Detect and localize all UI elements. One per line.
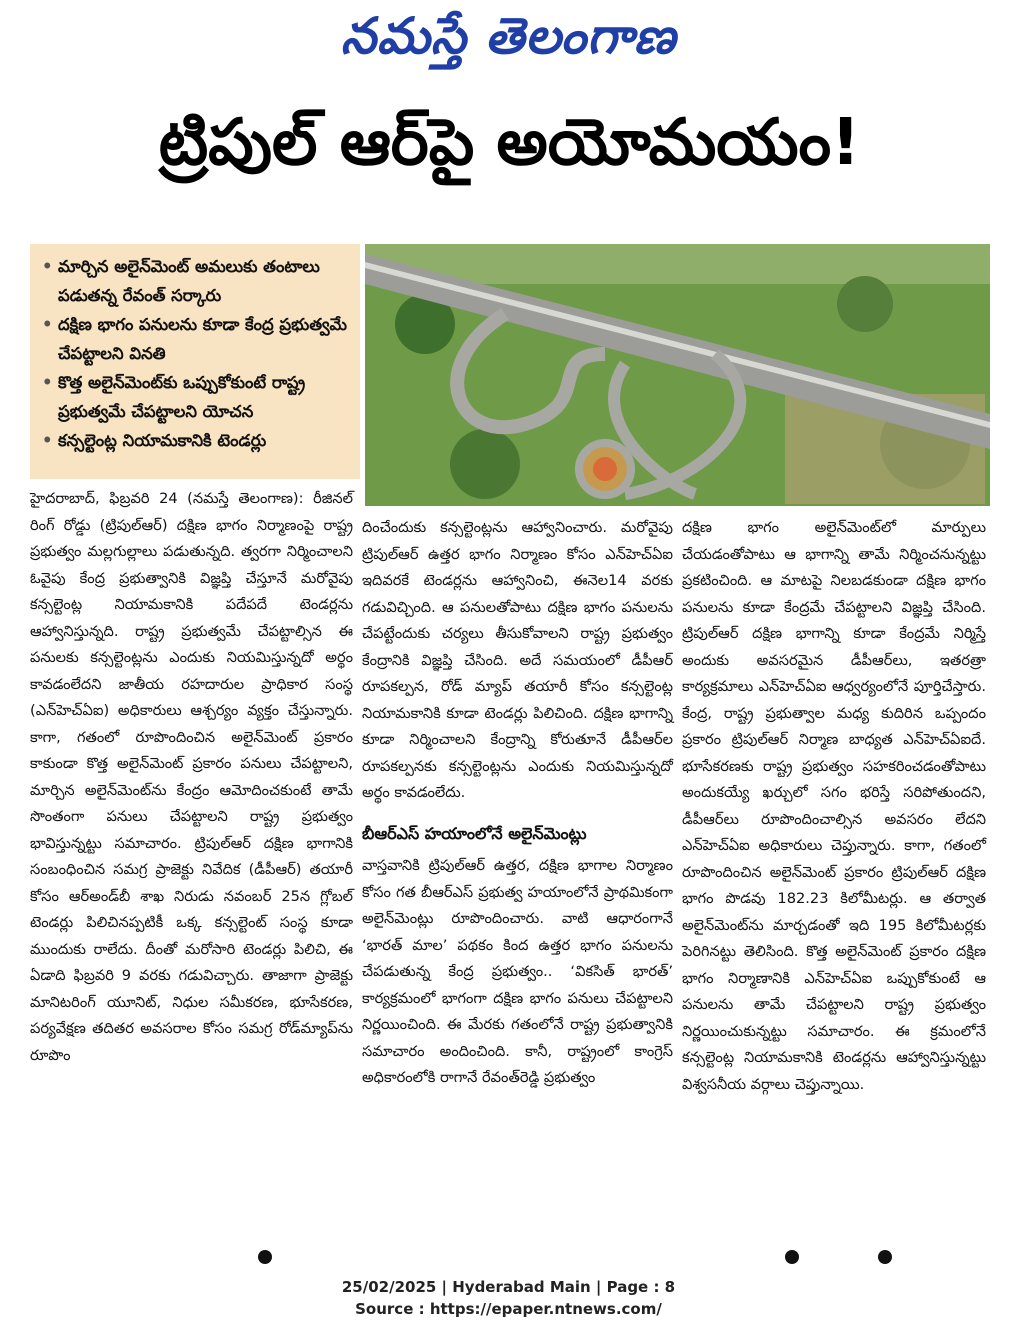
highway-interchange-icon: [365, 244, 990, 506]
bullet-dot-icon: [258, 1250, 272, 1264]
sub-heading: బీఆర్‌ఎస్ హయాంలోనే అలైన్‌మెంట్లు: [362, 823, 587, 843]
bullet-dot-icon: [785, 1250, 799, 1264]
article-column-3: [682, 515, 986, 1098]
footer-source: Source : https://epaper.ntnews.com/: [355, 1300, 662, 1318]
footer-date-page: 25/02/2025 | Hyderabad Main | Page : 8: [341, 1278, 676, 1296]
article-paragraph: దించేందుకు కన్సల్టెంట్లను ఆహ్వానించారు. మరోవైపు ట్రిపుల్‌ఆర్ ఉత్తర భాగం నిర్మాణం కోసం ఎన్‌హెచ్‌ఏఐ ఇదివరకే టెండర్లను ఆహ్వానించి, ఈనెల14 వరకు గడువిచ్చింది. ఆ పనులతోపాటు దక్షిణ భాగం పనులను చేపట్టేందుకు చర్యలు తీసుకోవాలని రాష్ట్ర ప్రభుత్వం కేంద్రానికి విజ్ఞప్తి చేసింది. అదే సమయంలో డీపీఆర్ రూపకల్పన, రోడ్ మ్యాప్ తయారీ కోసం కన్సల్టెంట్ల నియామకానికి కూడా టెండర్లు పిలిచింది. దక్షిణ భాగాన్ని కూడా నిర్మించాలని కేంద్రాన్ని కోరుతూనే డీపీఆర్‌ల రూపకల్పనకు కన్సల్టెంట్లను ఎందుకు నియమిస్తున్నదో అర్థం కావడంలేదు.: [362, 519, 673, 801]
bullet-dot-icon: [878, 1250, 892, 1264]
article-paragraph: వాస్తవానికి ట్రిపుల్‌ఆర్ ఉత్తర, దక్షిణ భాగాల నిర్మాణం కోసం గత బీఆర్‌ఎస్ ప్రభుత్వ హయాంలోనే ప్రాథమికంగా అలైన్‌మెంట్లు రూపొందించారు. వాటి ఆధారంగానే ‘భారత్ మాల’ పథకం కింద ఉత్తర భాగం పనులను చేపడుతున్న కేంద్ర ప్రభుత్వం.. ‘వికసిత్ భారత్’ కార్యక్రమంలో భాగంగా దక్షిణ భాగం పనులు చేపట్టాలని నిర్ణయించింది. ఈ మేరకు గతంలోనే రాష్ట్ర ప్రభుత్వానికి సమాచారం అందించింది. కానీ, రాష్ట్రంలో కాంగ్రెస్ అధికారంలోకి రాగానే రేవంత్‌రెడ్డి ప్రభుత్వం: [362, 857, 673, 1086]
highlight-item: • కొత్త అలైన్‌మెంట్‌కు ఒప్పుకోకుంటే రాష్ట్ర ప్రభుత్వమే చేపట్టాలని యోచన: [42, 368, 352, 426]
masthead-logo: నమస్తే తెలంగాణ: [340, 6, 677, 65]
article-paragraph: దక్షిణ భాగం అలైన్‌మెంట్‌లో మార్పులు చేయడంతోపాటు ఆ భాగాన్ని తామే నిర్మించనున్నట్టు ప్రకటించింది. ఆ మాటపై నిలబడకుండా దక్షిణ భాగం పనులను కూడా కేంద్రమే చేపట్టాలని విజ్ఞప్తి చేసింది. ట్రిపుల్‌ఆర్ దక్షిణ భాగాన్ని కూడా కేంద్రమే నిర్మిస్తే అందుకు అవసరమైన డీపీఆర్‌లు, ఇతరత్రా కార్యక్రమాలు ఎన్‌హెచ్‌ఏఐ ఆధ్వర్యంలోనే పూర్తిచేస్తారు. కేంద్ర, రాష్ట్ర ప్రభుత్వాల మధ్య కుదిరిన ఒప్పందం ప్రకారం ట్రిపుల్‌ఆర్ నిర్మాణ బాధ్యత ఎన్‌హెచ్‌ఏఐదే. భూసేకరణకు రాష్ట్ర ప్రభుత్వం సహకరించడంతోపాటు అందుకయ్యే ఖర్చులో సగం భరిస్తే సరిపోతుందని, డీపీఆర్‌లు రూపొందించాల్సిన అవసరం లేదని ఎన్‌హెచ్‌ఏఐ అధికారులు చెప్తున్నారు. కాగా, గతంలో రూపొందించిన అలైన్‌మెంట్ ప్రకారం ట్రిపుల్‌ఆర్ దక్షిణ భాగం పొడవు 182.23 కిలోమీటర్లు. ఆ తర్వాత అలైన్‌మెంట్‌ను మార్చడంతో ఇది 195 కిలోమీటర్లకు పెరిగినట్టు తెలిసింది. కొత్త అలైన్‌మెంట్ ప్రకారం దక్షిణ భాగం నిర్మాణానికి ఎన్‌హెచ్‌ఏఐ ఒప్పుకోకుంటే ఆ పనులను తామే చేపట్టాలని రాష్ట్ర ప్రభుత్వం నిర్ణయించుకున్నట్టు సమాచారం. ఈ క్రమంలోనే కన్సల్టెంట్ల నియామకానికి టెండర్లను ఆహ్వానిస్తున్నట్టు విశ్వసనీయ వర్గాలు చెప్తున్నాయి.: [682, 519, 986, 1093]
article-paragraph: హైదరాబాద్, ఫిబ్రవరి 24 (నమస్తే తెలంగాణ): రీజినల్ రింగ్ రోడ్డు (ట్రిపుల్‌ఆర్) దక్షిణ భాగం నిర్మాణంపై రాష్ట్ర ప్రభుత్వం మల్లగుల్లాలు పడుతున్నది. త్వరగా నిర్మించాలని ఓవైపు కేంద్ర ప్రభుత్వానికి విజ్ఞప్తి చేస్తూనే మరోవైపు కన్సల్టెంట్ల నియామకానికి పదేపదే టెండర్లను ఆహ్వానిస్తున్నది. రాష్ట్ర ప్రభుత్వమే చేపట్టాల్సిన ఈ పనులకు కన్సల్టెంట్లను ఎందుకు నియమిస్తున్నదో అర్థం కావడంలేదని జాతీయ రహదారుల ప్రాధికార సంస్థ (ఎన్‌హెచ్‌ఏఐ) అధికారులు ఆశ్చర్యం వ్యక్తం చేస్తున్నారు. కాగా, గతంలో రూపొందించిన అలైన్‌మెంట్ ప్రకారం కాకుండా కొత్త అలైన్‌మెంట్ ప్రకారం పనులు చేపట్టాలని, మార్చిన అలైన్‌మెంట్‌ను కేంద్రం ఆమోదించకుంటే తామే సొంతంగా పనులు చేపట్టాలని రాష్ట్ర ప్రభుత్వం భావిస్తున్నట్టు సమాచారం. ట్రిపుల్‌ఆర్ దక్షిణ భాగానికి సంబంధించిన సమగ్ర ప్రాజెక్టు నివేదిక (డీపీఆర్) తయారీ కోసం ఆర్‌అండ్‌బీ శాఖ నిరుడు నవంబర్ 25న గ్లోబల్ టెండర్లు పిలిచినప్పటికీ ఒక్క కన్సల్టెంట్ సంస్థ కూడా ముందుకు రాలేదు. దీంతో మరోసారి టెండర్లు పిలిచి, ఈ ఏడాది ఫిబ్రవరి 9 వరకు గడువిచ్చారు. తాజాగా ప్రాజెక్టు మానిటరింగ్ యూనిట్, నిధుల సమీకరణ, భూసేకరణ, పర్యవేక్షణ తదితర అవసరాల కోసం సమగ్ర రోడ్‌మ్యాప్‌ను రూపొం: [30, 490, 353, 1064]
article-column-2: [362, 515, 673, 1092]
highlight-item: • దక్షిణ భాగం పనులను కూడా కేంద్ర ప్రభుత్వమే చేపట్టాలని వినతి: [42, 310, 352, 368]
highlight-item: • మార్చిన అలైన్‌మెంట్ అమలుకు తంటాలు పడుతన్న రేవంత్ సర్కారు: [42, 252, 352, 310]
highway-interchange-photo: [365, 244, 990, 506]
headline: ట్రిపుల్ ఆర్‌పై అయోమయం!: [158, 106, 861, 180]
highlights-box: [30, 244, 360, 479]
highlight-item: • కన్సల్టెంట్ల నియామకానికి టెండర్లు: [42, 426, 352, 455]
article-column-1: [30, 486, 353, 1069]
